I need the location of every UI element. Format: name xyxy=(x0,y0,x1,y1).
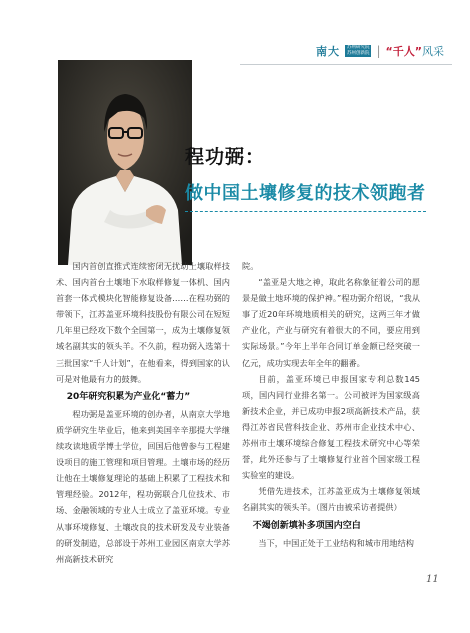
left-paragraph-1: 国内首创直推式连续密闭无扰动土壤取样技术、国内首台土壤地下水取样修复一体机、国内首套一体式模块化智能修复设备……在程功弼的带领下，江苏盖亚环境科技股份有限公司在短短几年里已经攻下数个全国第一，成为土壤修复领域名副其实的领头羊。不久前，程功弼入选第十三批国家“千人计划”，在他看来，得到国家的认可是对他最有力的鼓舞。 xyxy=(56,261,230,384)
header-rule xyxy=(240,64,452,65)
right-paragraph-4: 凭借先进技术，江苏盖亚成为土壤修复领域名副其实的领头羊。（图片由被采访者提供） xyxy=(242,486,420,513)
header-logo-subtitle xyxy=(345,45,372,57)
right-paragraph-2: “盖亚是大地之神，取此名称象征着公司的愿景是做土地环境的保护神。”程功弼介绍说，“我从事了近20年环境地质相关的研究，这两三年才做产业化，产业与研究有着很大的不同，要应用到实际场景。”今年上半年合同订单金额已经突破一亿元，成功实现去年全年的翻番。 xyxy=(242,277,420,368)
section-title-quote: “千人” xyxy=(385,45,422,58)
section-title xyxy=(386,43,444,59)
article-subtitle: 做中国土壤修复的技术领跑者 xyxy=(185,179,426,212)
right-column xyxy=(242,258,420,551)
page-header xyxy=(316,40,444,62)
page-number: 11 xyxy=(426,574,439,585)
header-logo-sub-line1: 苏州研究院 xyxy=(346,45,370,50)
header-logo: 南大 xyxy=(315,45,340,58)
right-paragraph-3: 目前，盖亚环境已申报国家专利总数145项，国内同行业排名第一。公司被评为国家级高新技术企业，并已成功申报2项高新技术产品，获得江苏省民营科技企业、苏州市企业技术中心、苏州市土壤环境综合修复工程技术研究中心等荣誉，此外还参与了土壤修复行业首个国家级工程实验室的建设。 xyxy=(242,373,420,481)
portrait-photo xyxy=(58,60,192,265)
left-column xyxy=(56,258,230,567)
portrait-illustration xyxy=(58,60,192,265)
section-title-rest: 风采 xyxy=(422,45,444,58)
header-logo-sub-line2: 苏州创新院 xyxy=(346,51,370,56)
header-separator: | xyxy=(376,44,381,58)
section-heading-2: 不竭创新填补多项国内空白 xyxy=(252,520,361,531)
article-title-name: 程功弼： xyxy=(185,146,266,168)
article-title-block xyxy=(185,142,426,212)
section-heading-1: 20年研究积累为产业化“蓄力” xyxy=(66,391,191,402)
left-paragraph-2: 程功弼是盖亚环境的创办者，从南京大学地质学研究生毕业后，他来到美国辛辛那提大学继续攻读地质学博士学位，回国后他曾参与工程建设项目的施工管理和项目管理。土壤市场的经历让他在土壤修复理论的基础上积累了工程技术和管理经验。2012年，程功弼联合几位技术、市场、金融领域的专业人士成立了盖亚环境。专业从事环境修复、土壤改良的技术研发及专业装备的研发制造，总部设于苏州工业园区南京大学苏州高新技术研究 xyxy=(56,408,230,564)
right-paragraph-continuation: 院。 xyxy=(242,261,259,271)
right-paragraph-5: 当下，中国正处于工业结构和城市用地结构 xyxy=(258,537,414,548)
